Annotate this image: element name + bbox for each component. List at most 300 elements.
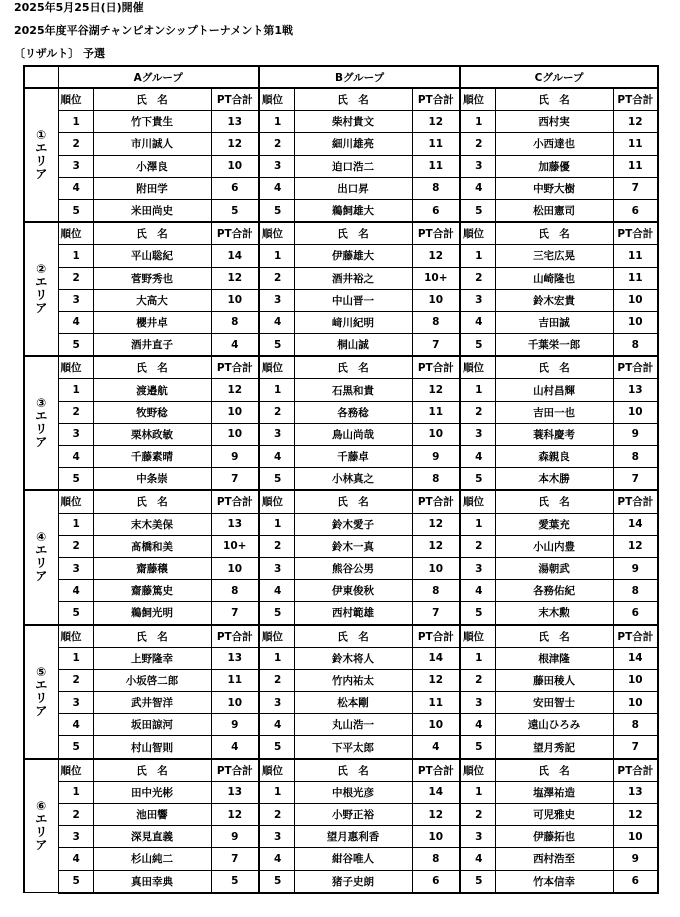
player-name: 根津隆 <box>495 647 613 669</box>
player-name: 伊藤拓也 <box>495 826 613 848</box>
name-header-c: 氏 名 <box>495 490 613 513</box>
table-row <box>24 557 658 579</box>
points-cell: 11 <box>613 267 658 289</box>
table-row <box>24 870 658 893</box>
player-name: 村山智則 <box>93 736 211 759</box>
rank-cell: 5 <box>259 602 294 625</box>
player-name: 千藤卓 <box>294 446 412 468</box>
points-cell: 6 <box>412 870 460 893</box>
player-name: 酒井直子 <box>93 334 211 357</box>
points-cell: 12 <box>613 111 658 133</box>
player-name: 迫口浩二 <box>294 155 412 177</box>
player-name: 武井智洋 <box>93 692 211 714</box>
player-name: 各務稔 <box>294 401 412 423</box>
player-name: 伊藤雄大 <box>294 245 412 267</box>
rank-cell: 2 <box>58 133 93 155</box>
rank-cell: 3 <box>259 423 294 445</box>
points-cell: 9 <box>211 446 259 468</box>
player-name: 鵜飼雄大 <box>294 199 412 222</box>
rank-cell: 1 <box>259 245 294 267</box>
player-name: 田中光彬 <box>93 781 211 803</box>
player-name: 髙橋和美 <box>93 535 211 557</box>
player-name: 千藤素晴 <box>93 446 211 468</box>
player-name: 鈴木一真 <box>294 535 412 557</box>
points-cell: 8 <box>412 177 460 199</box>
points-cell: 10 <box>613 669 658 691</box>
rank-header-b: 順位 <box>259 625 294 648</box>
points-cell: 4 <box>412 736 460 759</box>
rank-cell: 1 <box>460 379 495 401</box>
player-name: 中野大樹 <box>495 177 613 199</box>
player-name: 西村実 <box>495 111 613 133</box>
rank-cell: 1 <box>259 781 294 803</box>
points-cell: 6 <box>613 602 658 625</box>
rank-header-c: 順位 <box>460 88 495 111</box>
area-label: ③ エ リ ア <box>24 356 58 490</box>
player-name: 出口昇 <box>294 177 412 199</box>
rank-cell: 1 <box>460 245 495 267</box>
points-cell: 9 <box>211 826 259 848</box>
player-name: 湯朝武 <box>495 557 613 579</box>
column-header-row <box>24 490 658 513</box>
table-row <box>24 446 658 468</box>
points-cell: 7 <box>412 602 460 625</box>
table-row <box>24 289 658 311</box>
rank-cell: 4 <box>58 848 93 870</box>
points-cell: 10+ <box>211 535 259 557</box>
rank-cell: 4 <box>259 848 294 870</box>
player-name: 桐山誠 <box>294 334 412 357</box>
rank-cell: 5 <box>259 468 294 491</box>
area-label: ② エ リ ア <box>24 222 58 356</box>
rank-header-b: 順位 <box>259 759 294 782</box>
rank-cell: 3 <box>460 423 495 445</box>
points-cell: 6 <box>211 177 259 199</box>
points-header-c: PT合計 <box>613 88 658 111</box>
rank-header-a: 順位 <box>58 759 93 782</box>
points-cell: 11 <box>613 133 658 155</box>
points-cell: 10 <box>613 289 658 311</box>
points-cell: 11 <box>613 245 658 267</box>
points-header-a: PT合計 <box>211 222 259 245</box>
rank-cell: 5 <box>460 334 495 357</box>
rank-cell: 4 <box>259 446 294 468</box>
points-cell: 7 <box>211 602 259 625</box>
rank-cell: 5 <box>460 602 495 625</box>
points-header-b: PT合計 <box>412 490 460 513</box>
player-name: 吉田誠 <box>495 311 613 333</box>
rank-header-a: 順位 <box>58 490 93 513</box>
rank-header-b: 順位 <box>259 88 294 111</box>
name-header-c: 氏 名 <box>495 222 613 245</box>
points-cell: 14 <box>211 245 259 267</box>
rank-cell: 1 <box>460 111 495 133</box>
player-name: 三宅広晃 <box>495 245 613 267</box>
player-name: 菅野秀也 <box>93 267 211 289</box>
rank-cell: 5 <box>58 199 93 222</box>
player-name: 紺谷唯人 <box>294 848 412 870</box>
points-cell: 12 <box>412 513 460 535</box>
points-cell: 10 <box>211 423 259 445</box>
points-cell: 10 <box>211 401 259 423</box>
table-row <box>24 133 658 155</box>
points-header-a: PT合計 <box>211 356 259 379</box>
table-row <box>24 468 658 491</box>
rank-cell: 4 <box>460 311 495 333</box>
points-header-c: PT合計 <box>613 625 658 648</box>
rank-cell: 2 <box>259 535 294 557</box>
player-name: 塩澤祐造 <box>495 781 613 803</box>
points-cell: 9 <box>613 557 658 579</box>
table-row <box>24 311 658 333</box>
player-name: 熊谷公男 <box>294 557 412 579</box>
points-cell: 12 <box>211 267 259 289</box>
rank-cell: 5 <box>460 736 495 759</box>
column-header-row <box>24 356 658 379</box>
points-cell: 13 <box>211 781 259 803</box>
table-row <box>24 423 658 445</box>
rank-cell: 4 <box>460 580 495 602</box>
rank-cell: 1 <box>58 513 93 535</box>
name-header-c: 氏 名 <box>495 88 613 111</box>
player-name: 吉田一也 <box>495 401 613 423</box>
rank-cell: 2 <box>259 401 294 423</box>
rank-header-c: 順位 <box>460 759 495 782</box>
points-cell: 10 <box>412 714 460 736</box>
rank-cell: 2 <box>460 267 495 289</box>
player-name: 末木美保 <box>93 513 211 535</box>
player-name: 西村範雄 <box>294 602 412 625</box>
points-cell: 7 <box>613 468 658 491</box>
rank-cell: 5 <box>58 334 93 357</box>
rank-cell: 4 <box>259 714 294 736</box>
rank-cell: 2 <box>259 267 294 289</box>
points-cell: 7 <box>412 334 460 357</box>
table-row <box>24 781 658 803</box>
rank-header-a: 順位 <box>58 222 93 245</box>
rank-cell: 2 <box>58 804 93 826</box>
table-row <box>24 401 658 423</box>
player-name: 小坂啓二郎 <box>93 669 211 691</box>
name-header-b: 氏 名 <box>294 356 412 379</box>
corner-cell <box>24 66 58 88</box>
rank-cell: 5 <box>58 736 93 759</box>
rank-cell: 4 <box>58 177 93 199</box>
player-name: 伊東俊秋 <box>294 580 412 602</box>
player-name: 松本剛 <box>294 692 412 714</box>
points-cell: 10 <box>211 289 259 311</box>
rank-cell: 2 <box>460 535 495 557</box>
player-name: 市川誠人 <box>93 133 211 155</box>
table-row <box>24 535 658 557</box>
name-header-a: 氏 名 <box>93 625 211 648</box>
player-name: 平山聡紀 <box>93 245 211 267</box>
player-name: 本木勝 <box>495 468 613 491</box>
points-cell: 13 <box>211 513 259 535</box>
player-name: 細川雄亮 <box>294 133 412 155</box>
rank-header-b: 順位 <box>259 490 294 513</box>
player-name: 森親良 <box>495 446 613 468</box>
player-name: 中条崇 <box>93 468 211 491</box>
player-name: 丸山浩一 <box>294 714 412 736</box>
points-cell: 12 <box>211 133 259 155</box>
player-name: 小野正裕 <box>294 804 412 826</box>
rank-header-b: 順位 <box>259 356 294 379</box>
rank-cell: 2 <box>460 669 495 691</box>
rank-cell: 1 <box>58 647 93 669</box>
rank-cell: 1 <box>259 513 294 535</box>
player-name: 各務佑紀 <box>495 580 613 602</box>
rank-cell: 5 <box>259 199 294 222</box>
player-name: 小西達也 <box>495 133 613 155</box>
rank-cell: 3 <box>58 826 93 848</box>
points-cell: 6 <box>613 870 658 893</box>
table-row <box>24 736 658 759</box>
rank-cell: 2 <box>259 133 294 155</box>
group-header-row <box>24 66 658 88</box>
rank-cell: 2 <box>460 401 495 423</box>
table-row <box>24 714 658 736</box>
points-header-c: PT合計 <box>613 490 658 513</box>
rank-cell: 3 <box>460 826 495 848</box>
points-cell: 8 <box>613 714 658 736</box>
rank-cell: 5 <box>58 870 93 893</box>
points-cell: 12 <box>412 245 460 267</box>
section-heading: 〔リザルト〕 予選 <box>14 47 106 60</box>
points-cell: 10 <box>412 289 460 311</box>
rank-cell: 3 <box>259 692 294 714</box>
points-cell: 10 <box>211 692 259 714</box>
player-name: 中山晋一 <box>294 289 412 311</box>
rank-cell: 1 <box>460 513 495 535</box>
player-name: 望月惠利香 <box>294 826 412 848</box>
player-name: 山村昌輝 <box>495 379 613 401</box>
rank-cell: 3 <box>58 692 93 714</box>
points-cell: 12 <box>412 111 460 133</box>
name-header-c: 氏 名 <box>495 759 613 782</box>
rank-cell: 3 <box>259 289 294 311</box>
player-name: 蓑科慶考 <box>495 423 613 445</box>
rank-cell: 2 <box>58 669 93 691</box>
table-row <box>24 826 658 848</box>
player-name: 坂田諒河 <box>93 714 211 736</box>
player-name: 末木勲 <box>495 602 613 625</box>
points-cell: 9 <box>211 714 259 736</box>
points-cell: 12 <box>613 535 658 557</box>
player-name: 上野隆幸 <box>93 647 211 669</box>
player-name: 愛葉充 <box>495 513 613 535</box>
points-cell: 7 <box>613 736 658 759</box>
player-name: 真田幸典 <box>93 870 211 893</box>
table-row <box>24 199 658 222</box>
rank-cell: 4 <box>58 714 93 736</box>
table-row <box>24 379 658 401</box>
player-name: 千葉栄一郎 <box>495 334 613 357</box>
player-name: 附田学 <box>93 177 211 199</box>
table-row <box>24 155 658 177</box>
group-a-header: Aグループ <box>58 66 259 88</box>
player-name: 﨑川紀明 <box>294 311 412 333</box>
results-table <box>23 65 659 894</box>
rank-cell: 4 <box>460 177 495 199</box>
rank-cell: 5 <box>460 199 495 222</box>
points-cell: 14 <box>412 781 460 803</box>
rank-cell: 5 <box>460 468 495 491</box>
player-name: 鈴木将人 <box>294 647 412 669</box>
rank-cell: 3 <box>460 692 495 714</box>
player-name: 望月秀記 <box>495 736 613 759</box>
player-name: 柴村貴文 <box>294 111 412 133</box>
player-name: 鈴木愛子 <box>294 513 412 535</box>
rank-cell: 3 <box>259 557 294 579</box>
name-header-a: 氏 名 <box>93 759 211 782</box>
points-header-b: PT合計 <box>412 356 460 379</box>
name-header-b: 氏 名 <box>294 490 412 513</box>
player-name: 栗林政敏 <box>93 423 211 445</box>
player-name: 大高大 <box>93 289 211 311</box>
rank-cell: 3 <box>259 826 294 848</box>
table-row <box>24 602 658 625</box>
points-cell: 11 <box>412 133 460 155</box>
points-cell: 10 <box>412 423 460 445</box>
player-name: 小澤良 <box>93 155 211 177</box>
points-cell: 10 <box>412 557 460 579</box>
points-cell: 13 <box>613 379 658 401</box>
points-cell: 13 <box>211 111 259 133</box>
rank-header-a: 順位 <box>58 88 93 111</box>
player-name: 可児雅史 <box>495 804 613 826</box>
points-cell: 6 <box>613 199 658 222</box>
points-cell: 13 <box>613 781 658 803</box>
player-name: 米田尚史 <box>93 199 211 222</box>
player-name: 藤田稜人 <box>495 669 613 691</box>
points-header-c: PT合計 <box>613 759 658 782</box>
rank-cell: 4 <box>58 446 93 468</box>
points-cell: 11 <box>211 669 259 691</box>
points-cell: 12 <box>211 379 259 401</box>
player-name: 竹内祐太 <box>294 669 412 691</box>
rank-cell: 3 <box>460 155 495 177</box>
points-cell: 5 <box>211 199 259 222</box>
rank-cell: 2 <box>58 267 93 289</box>
player-name: 竹下貴生 <box>93 111 211 133</box>
points-cell: 4 <box>211 736 259 759</box>
rank-cell: 2 <box>460 804 495 826</box>
points-header-b: PT合計 <box>412 759 460 782</box>
points-cell: 11 <box>412 401 460 423</box>
points-header-a: PT合計 <box>211 759 259 782</box>
column-header-row <box>24 625 658 648</box>
rank-cell: 2 <box>259 669 294 691</box>
name-header-b: 氏 名 <box>294 88 412 111</box>
points-cell: 10 <box>211 557 259 579</box>
player-name: 杉山純二 <box>93 848 211 870</box>
table-row <box>24 334 658 357</box>
points-cell: 12 <box>613 804 658 826</box>
points-cell: 4 <box>211 334 259 357</box>
group-c-header: Cグループ <box>460 66 658 88</box>
points-cell: 10+ <box>412 267 460 289</box>
event-title: 2025年度平谷湖チャンピオンシップトーナメント第1戦 <box>14 24 294 37</box>
points-cell: 8 <box>412 311 460 333</box>
rank-cell: 5 <box>58 602 93 625</box>
points-cell: 11 <box>412 155 460 177</box>
area-label: ⑤ エ リ ア <box>24 625 58 759</box>
player-name: 松田憲司 <box>495 199 613 222</box>
points-cell: 5 <box>211 870 259 893</box>
table-row <box>24 245 658 267</box>
points-cell: 8 <box>412 468 460 491</box>
points-cell: 10 <box>613 826 658 848</box>
points-cell: 12 <box>412 535 460 557</box>
column-header-row <box>24 759 658 782</box>
player-name: 鵜飼光明 <box>93 602 211 625</box>
points-cell: 8 <box>613 446 658 468</box>
rank-header-a: 順位 <box>58 625 93 648</box>
table-row <box>24 848 658 870</box>
rank-cell: 1 <box>58 245 93 267</box>
rank-cell: 4 <box>58 311 93 333</box>
points-header-c: PT合計 <box>613 222 658 245</box>
points-header-b: PT合計 <box>412 88 460 111</box>
points-cell: 9 <box>613 848 658 870</box>
rank-cell: 1 <box>259 379 294 401</box>
rank-header-c: 順位 <box>460 356 495 379</box>
points-cell: 8 <box>613 334 658 357</box>
points-header-c: PT合計 <box>613 356 658 379</box>
rank-cell: 4 <box>460 446 495 468</box>
rank-cell: 2 <box>460 133 495 155</box>
rank-cell: 5 <box>58 468 93 491</box>
table-row <box>24 267 658 289</box>
rank-header-a: 順位 <box>58 356 93 379</box>
column-header-row <box>24 222 658 245</box>
area-label: ① エ リ ア <box>24 88 58 222</box>
name-header-a: 氏 名 <box>93 356 211 379</box>
rank-cell: 5 <box>259 334 294 357</box>
player-name: 齋藤篤史 <box>93 580 211 602</box>
points-cell: 10 <box>613 401 658 423</box>
points-cell: 8 <box>412 580 460 602</box>
rank-cell: 1 <box>58 781 93 803</box>
name-header-a: 氏 名 <box>93 222 211 245</box>
points-cell: 8 <box>211 311 259 333</box>
name-header-c: 氏 名 <box>495 625 613 648</box>
points-cell: 11 <box>613 155 658 177</box>
points-header-a: PT合計 <box>211 490 259 513</box>
table-row <box>24 669 658 691</box>
rank-cell: 1 <box>58 379 93 401</box>
name-header-a: 氏 名 <box>93 490 211 513</box>
rank-header-c: 順位 <box>460 490 495 513</box>
player-name: 西村浩至 <box>495 848 613 870</box>
rank-cell: 2 <box>259 804 294 826</box>
name-header-b: 氏 名 <box>294 222 412 245</box>
rank-header-b: 順位 <box>259 222 294 245</box>
points-cell: 14 <box>613 647 658 669</box>
points-cell: 9 <box>412 446 460 468</box>
event-date: 2025年5月25日(日)開催 <box>14 1 144 14</box>
column-header-row <box>24 88 658 111</box>
points-cell: 6 <box>412 199 460 222</box>
table-row <box>24 692 658 714</box>
player-name: 遠山ひろみ <box>495 714 613 736</box>
points-header-a: PT合計 <box>211 625 259 648</box>
points-cell: 8 <box>412 848 460 870</box>
player-name: 深見直義 <box>93 826 211 848</box>
rank-header-c: 順位 <box>460 222 495 245</box>
points-cell: 9 <box>613 423 658 445</box>
